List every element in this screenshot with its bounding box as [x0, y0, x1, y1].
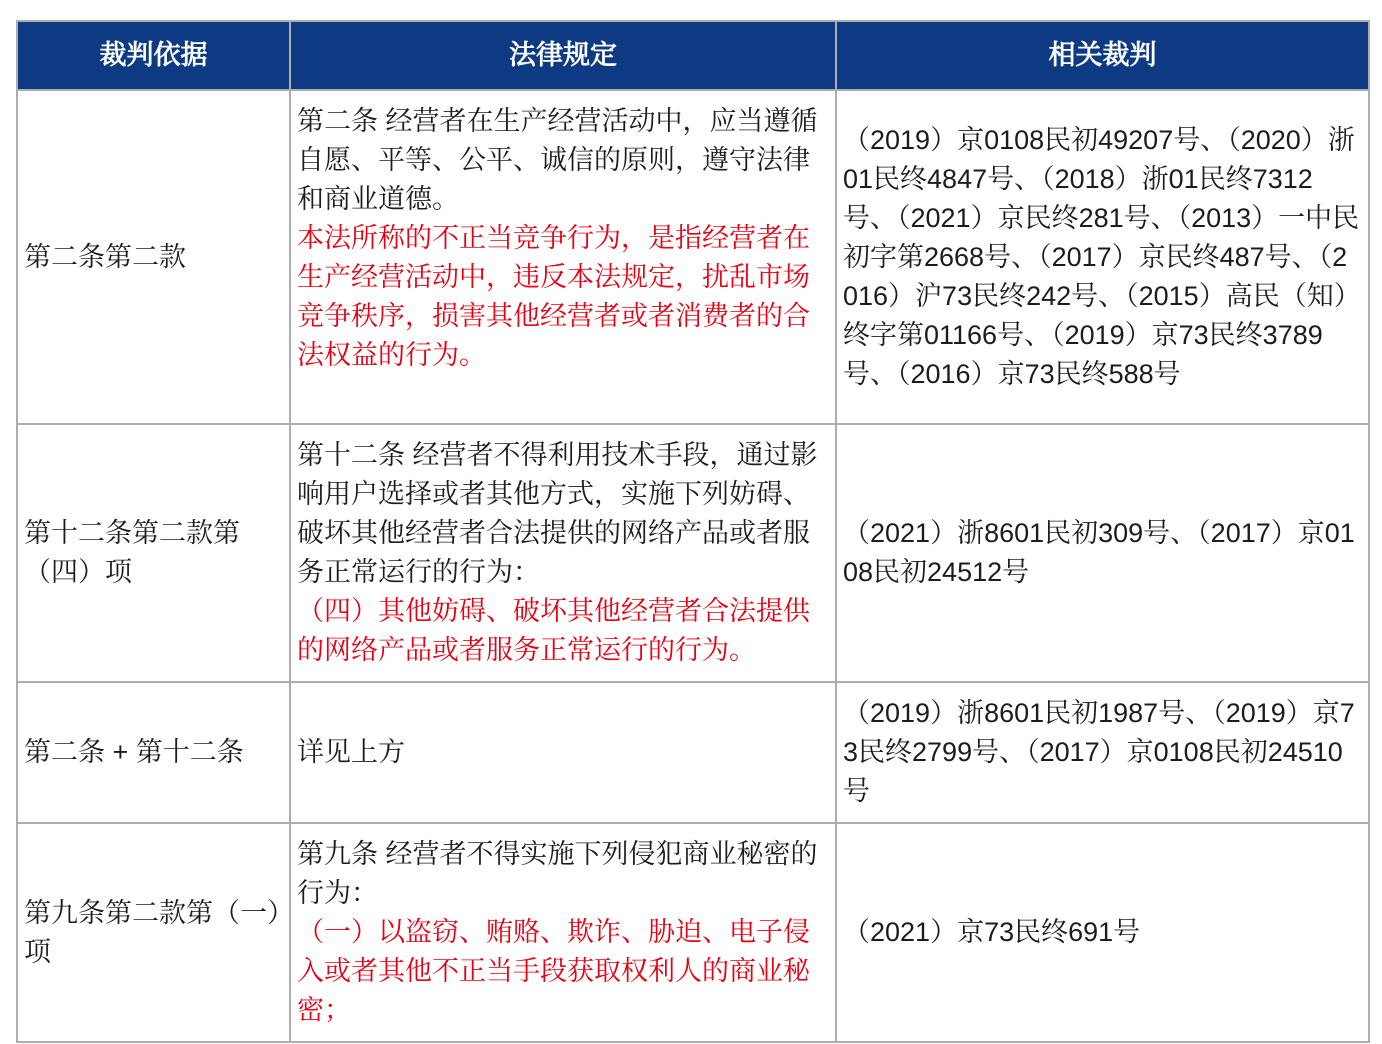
law-text: 第九条 经营者不得实施下列侵犯商业秘密的行为：	[297, 839, 818, 908]
law-highlight-text: （四）其他妨碍、破坏其他经营者合法提供的网络产品或者服务正常运行的行为。	[297, 596, 810, 665]
cases-cell: （2019）京0108民初49207号、（2020）浙01民终4847号、（2018）浙01民终7312号、（2021）京民终281号、（2013）一中民初字第2668号、（2017）京民终487号、（2016）沪73民终242号、（2015）高民（知）终字第01166号、（2019）京73民终3789号、（2016）京73民终588号	[836, 90, 1369, 424]
cases-cell: （2019）浙8601民初1987号、（2019）京73民终2799号、（2017）京0108民初24510号	[836, 682, 1369, 823]
table-row	[17, 682, 1369, 823]
law-cell	[290, 823, 836, 1042]
basis-cell: 第九条第二款第（一）项	[17, 823, 290, 1042]
cases-cell: （2021）浙8601民初309号、（2017）京0108民初24512号	[836, 424, 1369, 682]
law-highlight-text: 本法所称的不正当竞争行为，是指经营者在生产经营活动中，违反本法规定，扰乱市场竞争秩序，损害其他经营者或者消费者的合法权益的行为。	[297, 223, 810, 370]
law-cell	[290, 90, 836, 424]
header-legal-provision: 法律规定	[290, 21, 836, 90]
law-text: 第二条 经营者在生产经营活动中，应当遵循自愿、平等、公平、诚信的原则，遵守法律和商业道德。	[297, 106, 818, 214]
basis-cell: 第二条 + 第十二条	[17, 682, 290, 823]
table-row	[17, 90, 1369, 424]
basis-cell: 第二条第二款	[17, 90, 290, 424]
header-judgment-basis: 裁判依据	[17, 21, 290, 90]
table-row	[17, 823, 1369, 1042]
cases-cell: （2021）京73民终691号	[836, 823, 1369, 1042]
judgment-basis-table	[16, 20, 1370, 1043]
table-header-row	[17, 21, 1369, 90]
law-highlight-text: （一）以盗窃、贿赂、欺诈、胁迫、电子侵入或者其他不正当手段获取权利人的商业秘密；	[297, 917, 810, 1025]
law-cell	[290, 424, 836, 682]
header-related-judgments: 相关裁判	[836, 21, 1369, 90]
table-row	[17, 424, 1369, 682]
law-text: 第十二条 经营者不得利用技术手段，通过影响用户选择或者其他方式，实施下列妨碍、破坏其他经营者合法提供的网络产品或者服务正常运行的行为：	[297, 440, 818, 587]
basis-cell: 第十二条第二款第（四）项	[17, 424, 290, 682]
law-cell	[290, 682, 836, 823]
law-text: 详见上方	[297, 737, 405, 767]
